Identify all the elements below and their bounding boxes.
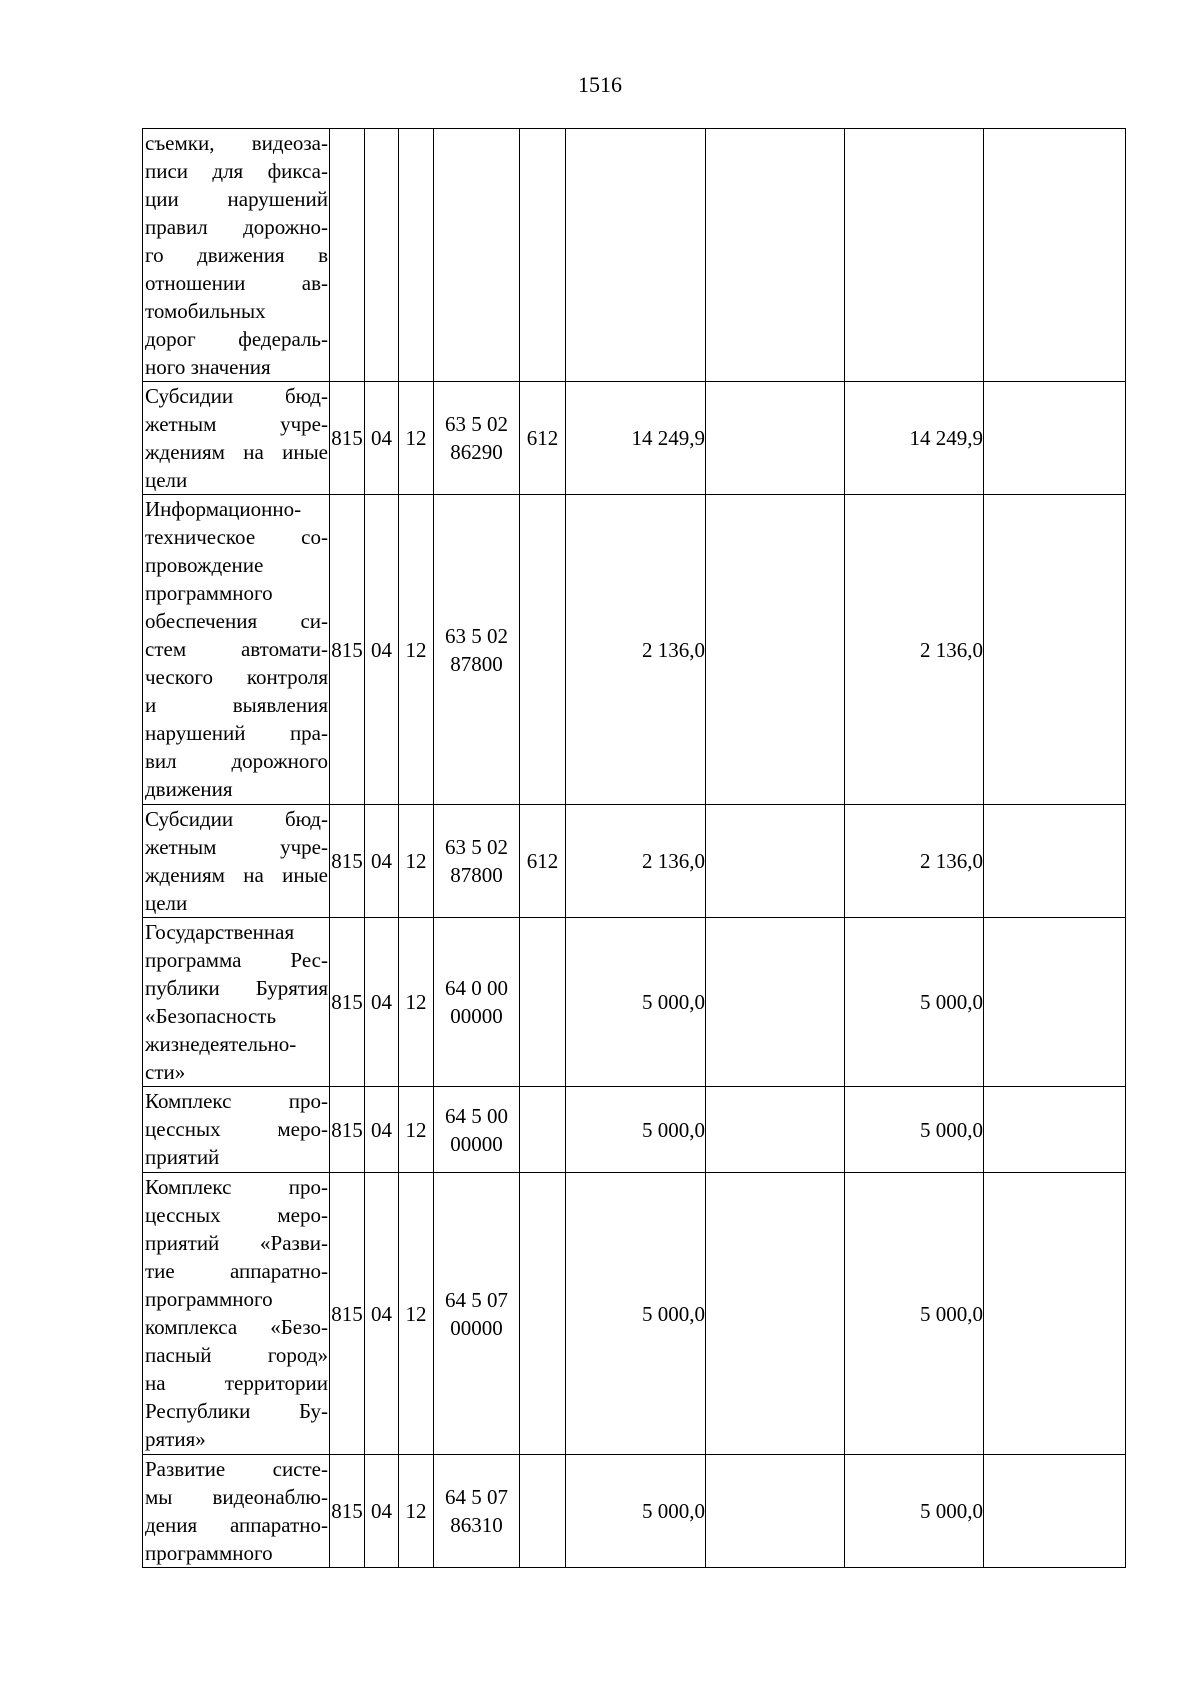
row-name bbox=[143, 1173, 330, 1455]
rz-cell: 04 bbox=[365, 1087, 399, 1173]
row-name bbox=[143, 918, 330, 1087]
row-name-line: писи для фикса- bbox=[145, 159, 328, 183]
rz-cell: 04 bbox=[365, 495, 399, 805]
sum-cell-2 bbox=[706, 495, 845, 805]
row-name-line: программного bbox=[145, 1541, 273, 1565]
row-name-line: жизнедеятельно- bbox=[145, 1032, 297, 1056]
row-name bbox=[143, 1455, 330, 1568]
sum-cell-1: 14 249,9 bbox=[566, 382, 706, 495]
row-name-line: движения bbox=[145, 777, 233, 801]
table-row bbox=[143, 382, 1126, 495]
row-name-line: ждениям на иные bbox=[145, 863, 328, 887]
sum-cell-4 bbox=[984, 1087, 1126, 1173]
sum-cell-1: 5 000,0 bbox=[566, 1087, 706, 1173]
row-name-line: Комплекс про- bbox=[145, 1175, 328, 1199]
row-name-line: мы видеонаблю- bbox=[145, 1485, 328, 1509]
row-name-line: томобильных bbox=[145, 299, 266, 323]
csr-part-1: 63 5 02 bbox=[445, 623, 508, 648]
row-name-line: дорог федераль- bbox=[145, 327, 328, 351]
row-name-line: нарушений пра- bbox=[145, 721, 328, 745]
grbs-cell: 815 bbox=[330, 382, 365, 495]
csr-cell bbox=[434, 1173, 520, 1455]
row-name bbox=[143, 495, 330, 805]
sum-cell-3: 2 136,0 bbox=[845, 495, 984, 805]
row-name-line: тие аппаратно- bbox=[145, 1259, 328, 1283]
row-name-line: Субсидии бюд- bbox=[145, 807, 328, 831]
sum-cell-4 bbox=[984, 918, 1126, 1087]
sum-cell-1: 5 000,0 bbox=[566, 1455, 706, 1568]
sum-cell-4 bbox=[984, 382, 1126, 495]
row-name-line: программного bbox=[145, 581, 273, 605]
row-name-line: ного значения bbox=[145, 355, 271, 379]
row-name-line: вил дорожного bbox=[145, 749, 328, 773]
grbs-cell: 815 bbox=[330, 1087, 365, 1173]
sum-cell-1: 5 000,0 bbox=[566, 1173, 706, 1455]
vr-cell bbox=[520, 918, 566, 1087]
row-name-line: цессных меро- bbox=[145, 1117, 328, 1141]
vr-cell bbox=[520, 1455, 566, 1568]
grbs-cell: 815 bbox=[330, 495, 365, 805]
row-name-line: Субсидии бюд- bbox=[145, 384, 328, 408]
sum-cell-3 bbox=[845, 129, 984, 382]
table-row bbox=[143, 495, 1126, 805]
row-name-line: отношении ав- bbox=[145, 271, 328, 295]
row-name-line: стем автомати- bbox=[145, 637, 328, 661]
row-name-line: ции нарушений bbox=[145, 187, 328, 211]
table-row bbox=[143, 1173, 1126, 1455]
table-row bbox=[143, 918, 1126, 1087]
csr-part-2: 87800 bbox=[450, 863, 503, 887]
row-name-line: обеспечения си- bbox=[145, 609, 328, 633]
row-name-line: публики Бурятия bbox=[145, 976, 328, 1000]
sum-cell-3: 5 000,0 bbox=[845, 918, 984, 1087]
pr-cell: 12 bbox=[399, 1455, 434, 1568]
row-name-line: Государственная bbox=[145, 920, 295, 944]
row-name-line: пасный город» bbox=[145, 1343, 328, 1367]
sum-cell-1: 2 136,0 bbox=[566, 805, 706, 918]
grbs-cell bbox=[330, 129, 365, 382]
rz-cell bbox=[365, 129, 399, 382]
table-row bbox=[143, 805, 1126, 918]
rz-cell: 04 bbox=[365, 805, 399, 918]
csr-part-2: 87800 bbox=[450, 651, 503, 676]
sum-cell-4 bbox=[984, 805, 1126, 918]
sum-cell-2 bbox=[706, 129, 845, 382]
row-name-line: и выявления bbox=[145, 693, 328, 717]
row-name-line: сти» bbox=[145, 1060, 186, 1084]
csr-cell bbox=[434, 495, 520, 805]
csr-cell bbox=[434, 1087, 520, 1173]
rz-cell: 04 bbox=[365, 918, 399, 1087]
pr-cell: 12 bbox=[399, 382, 434, 495]
rz-cell: 04 bbox=[365, 382, 399, 495]
grbs-cell: 815 bbox=[330, 918, 365, 1087]
row-name bbox=[143, 1087, 330, 1173]
csr-part-1: 64 5 00 bbox=[445, 1103, 508, 1128]
row-name-line: дения аппаратно- bbox=[145, 1513, 328, 1537]
pr-cell: 12 bbox=[399, 805, 434, 918]
row-name-line: приятий bbox=[145, 1145, 220, 1169]
sum-cell-2 bbox=[706, 1173, 845, 1455]
row-name-line: программного bbox=[145, 1287, 273, 1311]
row-name-line: правил дорожно- bbox=[145, 215, 328, 239]
rz-cell: 04 bbox=[365, 1455, 399, 1568]
sum-cell-4 bbox=[984, 129, 1126, 382]
row-name-line: программа Рес- bbox=[145, 948, 328, 972]
csr-cell bbox=[434, 1455, 520, 1568]
row-name bbox=[143, 129, 330, 382]
sum-cell-2 bbox=[706, 805, 845, 918]
csr-part-2: 00000 bbox=[450, 1131, 503, 1156]
row-name-line: ждениям на иные bbox=[145, 440, 328, 464]
row-name-line: комплекса «Безо- bbox=[145, 1315, 328, 1339]
sum-cell-1: 5 000,0 bbox=[566, 918, 706, 1087]
vr-cell bbox=[520, 1087, 566, 1173]
page-number: 1516 bbox=[578, 72, 622, 97]
sum-cell-2 bbox=[706, 918, 845, 1087]
csr-part-2: 00000 bbox=[450, 1315, 503, 1340]
csr-part-1: 63 5 02 bbox=[445, 412, 508, 436]
sum-cell-3: 2 136,0 bbox=[845, 805, 984, 918]
row-name bbox=[143, 382, 330, 495]
csr-part-2: 86310 bbox=[450, 1513, 503, 1537]
sum-cell-2 bbox=[706, 382, 845, 495]
pr-cell: 12 bbox=[399, 1087, 434, 1173]
table-row bbox=[143, 1455, 1126, 1568]
row-name-line: цели bbox=[145, 468, 188, 492]
row-name-line: Информационно- bbox=[145, 497, 302, 521]
vr-cell: 612 bbox=[520, 382, 566, 495]
row-name-line: приятий «Разви- bbox=[145, 1231, 328, 1255]
row-name-line: жетным учре- bbox=[145, 835, 328, 859]
vr-cell bbox=[520, 495, 566, 805]
row-name-line: го движения в bbox=[145, 243, 328, 267]
vr-cell bbox=[520, 129, 566, 382]
row-name-line: жетным учре- bbox=[145, 412, 328, 436]
pr-cell: 12 bbox=[399, 918, 434, 1087]
csr-cell bbox=[434, 129, 520, 382]
row-name-line: техническое со- bbox=[145, 525, 328, 549]
table-body bbox=[143, 129, 1126, 1568]
table-row bbox=[143, 1087, 1126, 1173]
table-row bbox=[143, 129, 1126, 382]
csr-cell bbox=[434, 918, 520, 1087]
sum-cell-1 bbox=[566, 129, 706, 382]
csr-part-1: 63 5 02 bbox=[445, 835, 508, 859]
grbs-cell: 815 bbox=[330, 805, 365, 918]
pr-cell: 12 bbox=[399, 495, 434, 805]
sum-cell-4 bbox=[984, 495, 1126, 805]
pr-cell bbox=[399, 129, 434, 382]
row-name-line: на территории bbox=[145, 1371, 328, 1395]
sum-cell-4 bbox=[984, 1455, 1126, 1568]
vr-cell bbox=[520, 1173, 566, 1455]
row-name-line: ческого контроля bbox=[145, 665, 328, 689]
row-name-line: цели bbox=[145, 891, 188, 915]
row-name-line: «Безопасность bbox=[145, 1004, 277, 1028]
grbs-cell: 815 bbox=[330, 1173, 365, 1455]
row-name-line: Развитие систе- bbox=[145, 1457, 328, 1481]
csr-part-1: 64 0 00 bbox=[445, 976, 508, 1000]
pr-cell: 12 bbox=[399, 1173, 434, 1455]
sum-cell-1: 2 136,0 bbox=[566, 495, 706, 805]
csr-part-2: 00000 bbox=[450, 1004, 503, 1028]
row-name-line: съемки, видеоза- bbox=[145, 131, 328, 155]
vr-cell: 612 bbox=[520, 805, 566, 918]
row-name-line: Республики Бу- bbox=[145, 1399, 328, 1423]
sum-cell-2 bbox=[706, 1455, 845, 1568]
row-name-line: рятия» bbox=[145, 1427, 206, 1451]
sum-cell-3: 5 000,0 bbox=[845, 1455, 984, 1568]
row-name-line: цессных меро- bbox=[145, 1203, 328, 1227]
budget-table bbox=[142, 128, 1126, 1568]
csr-cell bbox=[434, 805, 520, 918]
sum-cell-4 bbox=[984, 1173, 1126, 1455]
grbs-cell: 815 bbox=[330, 1455, 365, 1568]
rz-cell: 04 bbox=[365, 1173, 399, 1455]
row-name-line: Комплекс про- bbox=[145, 1089, 328, 1113]
sum-cell-3: 5 000,0 bbox=[845, 1087, 984, 1173]
csr-part-1: 64 5 07 bbox=[445, 1287, 508, 1312]
csr-part-2: 86290 bbox=[450, 440, 503, 464]
csr-part-1: 64 5 07 bbox=[445, 1485, 508, 1509]
sum-cell-3: 14 249,9 bbox=[845, 382, 984, 495]
sum-cell-2 bbox=[706, 1087, 845, 1173]
row-name bbox=[143, 805, 330, 918]
csr-cell bbox=[434, 382, 520, 495]
sum-cell-3: 5 000,0 bbox=[845, 1173, 984, 1455]
row-name-line: провождение bbox=[145, 553, 264, 577]
